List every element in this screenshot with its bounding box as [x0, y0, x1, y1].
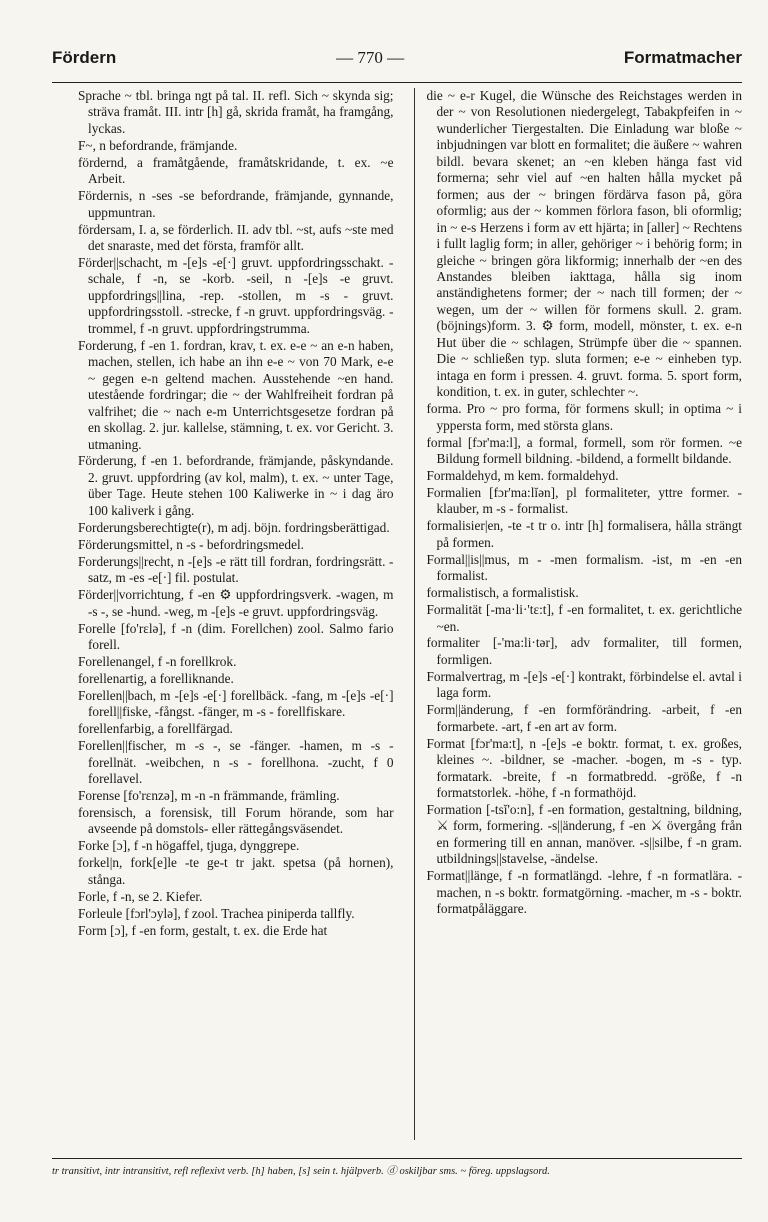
entry: formaliter [-'ma:li·tər], adv formaliter, till formen, formligen.: [426, 635, 742, 667]
entry: Forleule [fɔrl'ɔylə], f zool. Trachea piniperda tallfly.: [78, 905, 355, 921]
entry: Formal||is||mus, m - -men formalism. -ist, m -en -en formalist.: [426, 551, 742, 584]
entry: Forderungsberechtigte(r), m adj. böjn. fordringsberättigad.: [78, 519, 390, 535]
entry: Forellen||fischer, m -s -, se -fänger. -hamen, m -s - forellnät. -weibchen, n -s - forellhona. -zucht, f 0 forellavel.: [78, 738, 394, 787]
entry: formal [fɔr'ma:l], a formal, formell, som rör formen. ~e Bildung formell bildning. -bildend, a formellt bildande.: [426, 434, 742, 466]
entry: die ~ e-r Kugel, die Wünsche des Reichstages werden in der ~ von Resolutionen niedergelegt, Tabakpfeifen in ~ wunderlicher Tiergestalten. Die Einladung war bloße ~ inbjudningen var blott en formalitet; die äußere ~ wahren bildl. bevara skenet; an ~en kleben hänga fast vid formerna; sehr viel auf ~en halten hålla mycket på formen; aus der ~ bringen fördärva fason på, göra oformlig; aus der ~ kommen förlora fason, bli oformlig; in ~ e-s Herzens i form av ett hjärta; in [aller] ~ Rechtens i fullt laglig form; in aller, gehöriger ~ i behörig form; in gleiche ~ bringen göra likformig; innerhalb der ~en des Anstandes bleiben iakttaga, hålla sig inom anständighetens former; der ~ nach till formen; der ~ wegen, um der ~ willen för formens skull. 2. gram. (böjnings)form. 3. ⚙ form, modell, mönster, t. ex. e-n Hut über die ~ schlagen, Strümpfe über die ~ spannen. Die ~ schließen typ. sluta formen; e-e ~ einheben typ. intaga en form i pressen. 4. gruvt. forma. 5. sport form, kondition, t. ex. in guter, schlechter ~.: [426, 88, 742, 400]
entry: forensisch, a forensisk, till Forum hörande, som har avseende på domstols- eller rättegångsväsendet.: [78, 804, 394, 837]
entry: Formation [-tsĭ'o:n], f -en formation, gestaltning, bildning, ⚔ form, formering. -s||änderung, f -en ⚔ övergång från en formering till en annan, manöver. -s||silbe, f -n gram. utbildnings||stavelse, -ändelse.: [426, 801, 742, 867]
left-headword: Fördern: [52, 48, 117, 67]
entry: Forense [fo'rɛnzə], m -n -n främmande, främling.: [78, 788, 340, 804]
entry: forma. Pro ~ pro forma, för formens skull; in optima ~ i yppersta form, med största glans.: [426, 401, 742, 433]
entry: F~, n befordrande, främjande.: [78, 137, 238, 153]
entry: Fördernis, n -ses -se befordrande, främjande, gynnande, uppmuntran.: [78, 188, 394, 220]
entry: formalistisch, a formalistisk.: [426, 585, 579, 601]
entry: Form [ɔ], f -en form, gestalt, t. ex. die Erde hat: [78, 922, 328, 938]
entry: Forellenangel, f -n forellkrok.: [78, 653, 237, 669]
entry: Format [fɔr'ma:t], n -[e]s -e boktr. format, t. ex. großes, kleines ~. -bildner, se -macher. -bogen, m -s - typ. formatark. -breite, f -n formatbredd. -größe, f -n formatstorlek. -höhe, f -n formathöjd.: [426, 735, 742, 801]
entry: Format||länge, f -n formatlängd. -lehre, f -n formatlära. -machen, n -s boktr. formatgörning. -macher, m -s - boktr. formatpåläggare.: [426, 868, 742, 917]
right-headword: Formatmacher: [623, 48, 742, 67]
right-column: [414, 88, 743, 1140]
entry: Forle, f -n, se 2. Kiefer.: [78, 888, 203, 904]
entry: Förder||vorrichtung, f -en ⚙ uppfordringsverk. -wagen, m -s -, se -hund. -weg, m -[e]s -e gruvt. uppfordringsväg.: [78, 587, 394, 619]
entry: formalisier|en, -te -t tr o. intr [h] formalisera, hålla strängt på formen.: [426, 518, 742, 550]
entry: Förder||schacht, m -[e]s -e[·] gruvt. uppfordringsschakt. -schale, f -n, se -korb. -seil, n -[e]s -e gruvt. uppfordrings||lina, -rep. -stollen, m -s - gruvt. uppfordringsstoll. -strecke, f -n gruvt. uppfordringsväg. -trommel, f -n gruvt. uppfordringstrumma.: [78, 255, 394, 336]
entry: Formaldehyd, m kem. formaldehyd.: [426, 467, 619, 483]
entry: Formalvertrag, m -[e]s -e[·] kontrakt, förbindelse el. avtal i laga form.: [426, 668, 742, 701]
entry: Forellen||bach, m -[e]s -e[·] forellbäck. -fang, m -[e]s -e[·] forell||fiske, -fångst. -fänger, m -s - forellfiskare.: [78, 687, 394, 720]
entry: Formalien [fɔr'ma:lĭən], pl formaliteter, yttre former. -klauber, m -s - formalist.: [426, 484, 742, 517]
entry: Förderung, f -en 1. befordrande, främjande, påskyndande. 2. gruvt. uppfordring (av kol, malm), t. ex. ~ unter Tage, über Tage. Heute stehen 100 Kaliwerke in ~ i dag äro 100 kaliverk i gång.: [78, 453, 394, 518]
entry: forellenfarbig, a forellfärgad.: [78, 721, 233, 737]
entry: Formalität [-ma·li·'tɛ:t], f -en formalitet, t. ex. gerichtliche ~en.: [426, 602, 742, 634]
page-number: — 770 —: [336, 48, 405, 67]
left-column: [78, 88, 400, 1140]
entry: Form||änderung, f -en formförändring. -arbeit, f -en formarbete. -art, f -en art av form.: [426, 702, 742, 734]
entry: Förderungsmittel, n -s - befordringsmedel.: [78, 536, 305, 552]
entry: fördersam, I. a, se förderlich. II. adv tbl. ~st, aufs ~ste med det snaraste, med det första, framför allt.: [78, 221, 394, 254]
page-header: [52, 48, 742, 83]
entry: Forderung, f -en 1. fordran, krav, t. ex. e-e ~ an e-n haben, machen, stellen, ich habe an ihn e-e ~ von 70 Mark, e-e ~ gegen e-n geltend machen. Ausstehende ~en hand. utestående fordringar; die ~ der Wahlfreiheit fordran på valfrihet; die ~ nach e-m Unterrichtsgesetze fordran på en skollag. 2. jur. kallelse, stämning, t. ex. vor Gericht. 3. utmaning.: [78, 337, 394, 452]
entry: Sprache ~ tbl. bringa ngt på tal. II. refl. Sich ~ skynda sig; sträva framåt. III. intr [h] gå, skrida framåt, ha framgång, lyckas.: [78, 88, 394, 136]
entry: Forelle [fo'rɛlə], f -n (dim. Forellchen) zool. Salmo fario forell.: [78, 620, 394, 652]
entry: Forke [ɔ], f -n högaffel, tjuga, dynggrepe.: [78, 838, 300, 854]
abbreviation-legend: tr transitivt, intr intransitivt, refl reflexivt verb. [h] haben, [s] sein t. hjälpverb. ⓓ oskiljbar sms. ~ föreg. uppslagsord.: [52, 1158, 742, 1178]
entry: forkel|n, fork[e]le -te ge-t tr jakt. spetsa (på hornen), stånga.: [78, 855, 394, 887]
entry: forellenartig, a forelliknande.: [78, 670, 234, 686]
text-columns: [78, 88, 742, 1140]
entry: fördernd, a framåtgående, framåtskridande, t. ex. ~e Arbeit.: [78, 154, 394, 187]
entry: Forderungs||recht, n -[e]s -e rätt till fordran, fordringsrätt. -satz, m -es -e[·] fil. postulat.: [78, 553, 394, 586]
